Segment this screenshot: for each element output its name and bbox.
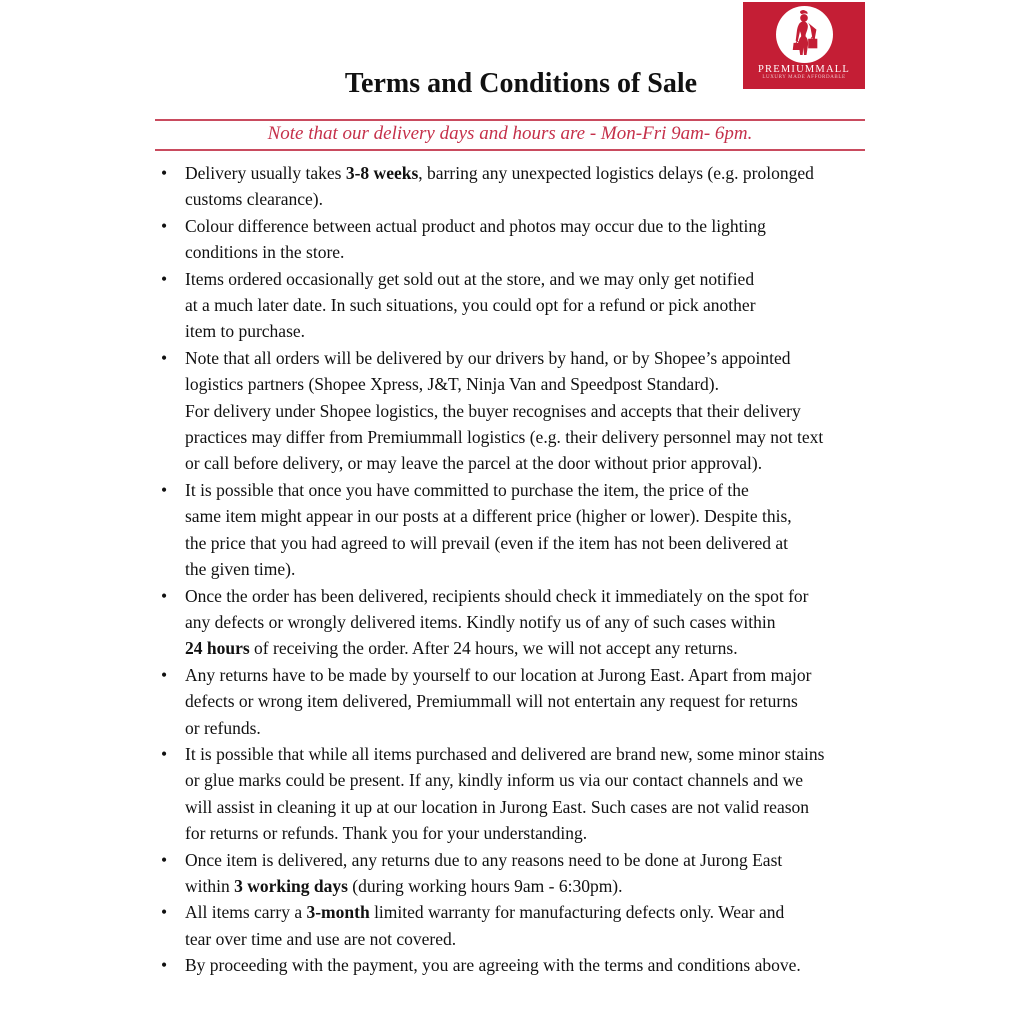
divider-line-top [155, 119, 865, 121]
term-item: • All items carry a 3-month limited warranty for manufacturing defects only. Wear and tear over time and use are not covered. [155, 899, 871, 952]
logo-circle [776, 6, 833, 63]
logo-brand-name: PREMIUMMALL [758, 64, 850, 75]
delivery-hours-notice: Note that our delivery days and hours are - Mon-Fri 9am- 6pm. [267, 123, 753, 144]
term-item: • Once the order has been delivered, recipients should check it immediately on the spot for any defects or wrongly delivered items. Kindly notify us of any of such cases within 24 hours of receiving the order. After 24 hours, we will not accept any returns. [155, 583, 871, 662]
logo-tagline: LUXURY MADE AFFORDABLE [762, 75, 846, 80]
term-item: • Any returns have to be made by yourself to our location at Jurong East. Apart from major defects or wrong item delivered, Premiummall will not entertain any request for returns or refunds. [155, 662, 871, 741]
term-item: • Items ordered occasionally get sold out at the store, and we may only get notified at a much later date. In such situations, you could opt for a refund or pick another item to purchase. [155, 266, 871, 345]
term-item: • It is possible that while all items purchased and delivered are brand new, some minor stains or glue marks could be present. If any, kindly inform us via our contact channels and we will assist in cleaning it up at our location in Jurong East. Such cases are not valid reason for returns or refunds. Thank you for your understanding. [155, 741, 871, 847]
term-item: • Delivery usually takes 3-8 weeks, barring any unexpected logistics delays (e.g. prolonged customs clearance). [155, 160, 871, 213]
term-item: • It is possible that once you have committed to purchase the item, the price of the same item might appear in our posts at a different price (higher or lower). Despite this, the price that you had agreed to will prevail (even if the item has not been delivered at the given time). [155, 477, 871, 583]
term-item: • Note that all orders will be delivered by our drivers by hand, or by Shopee’s appointed logistics partners (Shopee Xpress, J&T, Ninja Van and Speedpost Standard). For delivery under Shopee logistics, the buyer recognises and accepts that their delivery practices may differ from Premiummall logistics (e.g. their delivery personnel may not text or call before delivery, or may leave the parcel at the door without prior approval). [155, 345, 871, 477]
woman-with-shopping-bags-icon [779, 10, 829, 60]
divider-line-bottom [155, 149, 865, 151]
page-title: Terms and Conditions of Sale [344, 68, 698, 99]
term-item: • Once item is delivered, any returns due to any reasons need to be done at Jurong East within 3 working days (during working hours 9am - 6:30pm). [155, 847, 871, 900]
terms-list [155, 160, 871, 979]
term-item: • By proceeding with the payment, you are agreeing with the terms and conditions above. [155, 952, 871, 978]
term-item: • Colour difference between actual product and photos may occur due to the lighting conditions in the store. [155, 213, 871, 266]
